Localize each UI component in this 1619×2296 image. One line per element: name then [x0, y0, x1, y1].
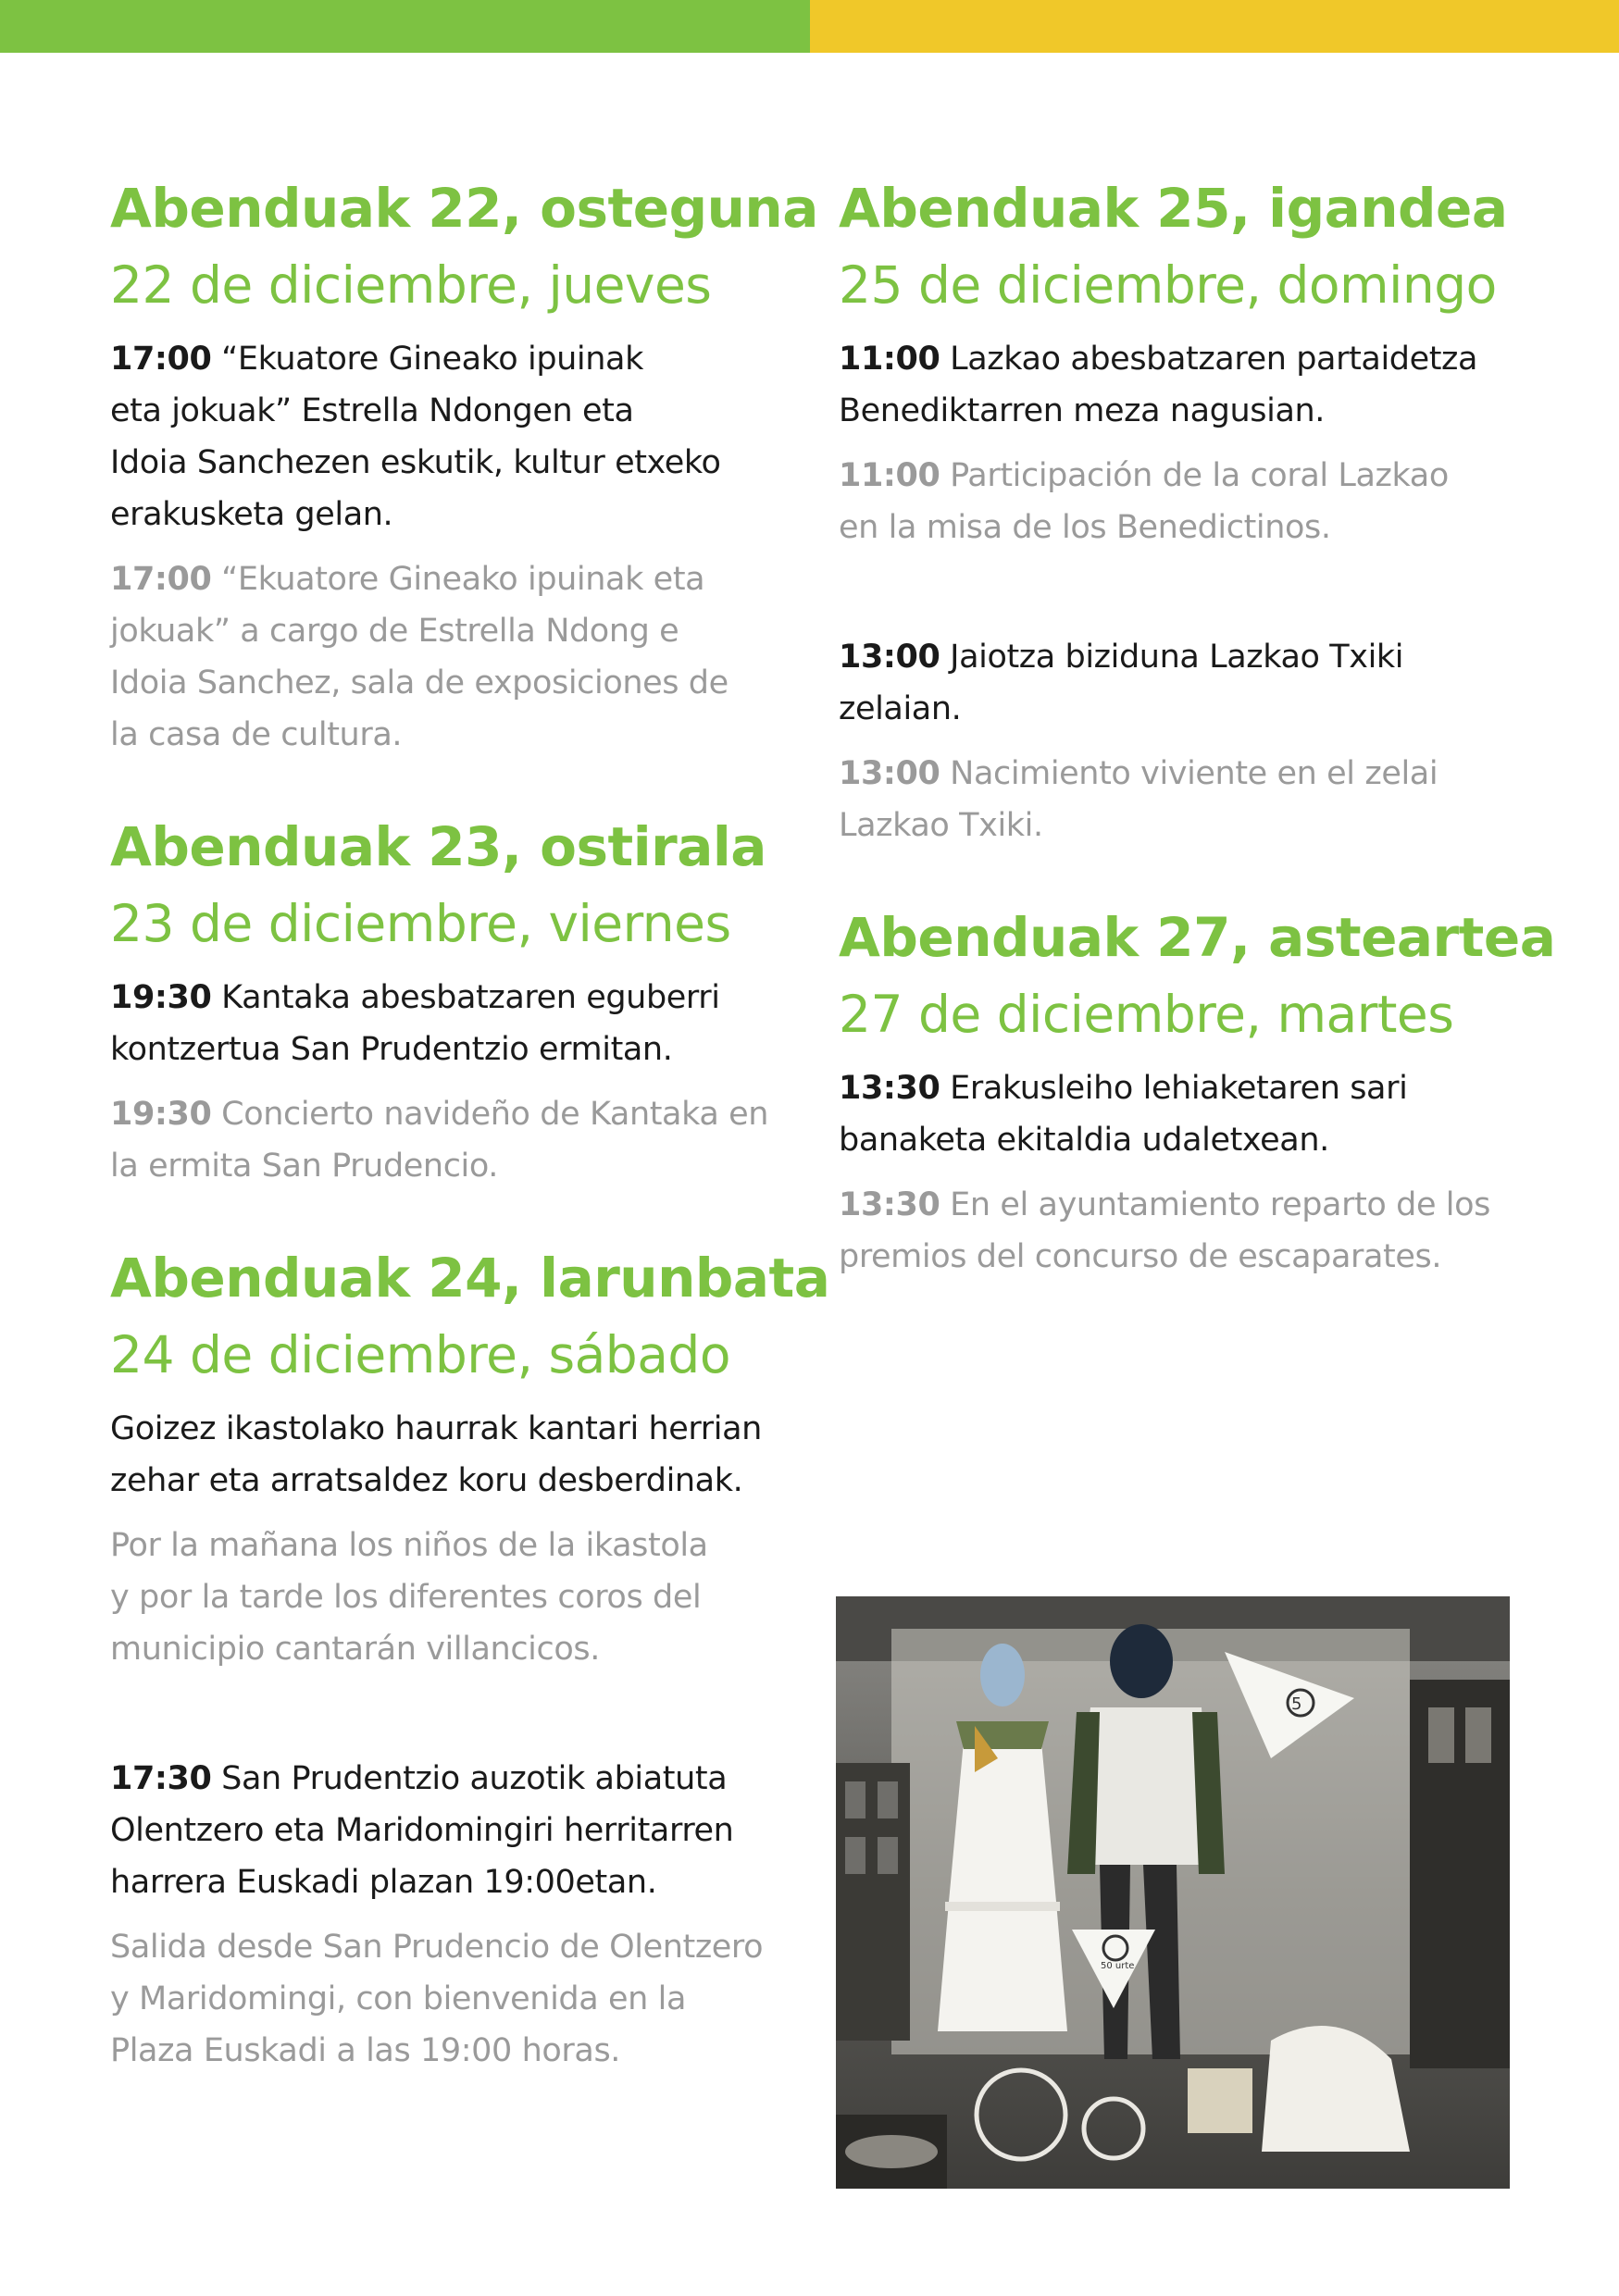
- event-es: [110, 1520, 814, 1675]
- event-line: la ermita San Prudencio.: [110, 1148, 498, 1185]
- day-title-eu: Abenduak 25, igandea: [839, 177, 1508, 240]
- left-column: [110, 176, 830, 2130]
- event-text: Erakusleiho lehiaketaren sari: [950, 1070, 1408, 1107]
- event-es: [110, 1088, 814, 1192]
- event-line: municipio cantarán villancicos.: [110, 1631, 600, 1668]
- event-time: 17:30: [110, 1760, 212, 1797]
- event-es: [110, 553, 814, 761]
- event-line: Idoia Sanchez, sala de exposiciones de: [110, 664, 729, 701]
- event-text: Kantaka abesbatzaren eguberri: [221, 979, 720, 1016]
- logo-mark-top: 5: [1291, 1694, 1302, 1714]
- event-time: 13:00: [839, 755, 940, 792]
- event-line: [839, 748, 1524, 800]
- day-27: [839, 905, 1556, 1283]
- event-line: [839, 450, 1524, 502]
- event-line: Goizez ikastolako haurrak kantari herrian: [110, 1410, 762, 1447]
- event-line: [839, 1062, 1524, 1114]
- event-line: Por la mañana los niños de la ikastola: [110, 1527, 708, 1564]
- day-title-eu: Abenduak 22, osteguna: [110, 177, 818, 240]
- day-title-eu: Abenduak 23, ostirala: [110, 815, 766, 878]
- event-es: [839, 1179, 1524, 1283]
- event-time: 13:00: [839, 639, 940, 676]
- event-time: 13:30: [839, 1186, 940, 1223]
- day-title-es: 27 de diciembre, martes: [839, 985, 1454, 1044]
- event-line: banaketa ekitaldia udaletxean.: [839, 1122, 1329, 1159]
- shop-window-photo: [836, 1596, 1510, 2189]
- event-text: Concierto navideño de Kantaka en: [221, 1096, 769, 1133]
- event-line: zehar eta arratsaldez koru desberdinak.: [110, 1462, 743, 1499]
- event-line: [839, 631, 1524, 683]
- event-time: 11:00: [839, 457, 940, 494]
- event-line: [110, 333, 814, 385]
- event-line: la casa de cultura.: [110, 716, 403, 753]
- event-time: 19:30: [110, 979, 212, 1016]
- event-text: Jaiotza biziduna Lazkao Txiki: [950, 639, 1404, 676]
- event-line: harrera Euskadi plazan 19:00etan.: [110, 1864, 657, 1901]
- day-title-es: 25 de diciembre, domingo: [839, 255, 1497, 315]
- event-eu: [839, 1062, 1524, 1166]
- event-es: [839, 748, 1524, 851]
- spacer: [839, 566, 1524, 631]
- event-line: [110, 972, 814, 1024]
- event-text: “Ekuatore Gineako ipuinak eta: [221, 561, 705, 598]
- event-line: jokuak” a cargo de Estrella Ndong e: [110, 613, 679, 650]
- event-time: 11:00: [839, 341, 940, 378]
- day-23: [110, 814, 814, 1192]
- day-title-eu: Abenduak 24, larunbata: [110, 1247, 830, 1309]
- logo-mark-text: 50 urte: [1101, 1961, 1135, 1971]
- event-text: San Prudentzio auzotik abiatuta: [221, 1760, 728, 1797]
- event-line: [110, 1088, 814, 1140]
- event-es: [839, 450, 1524, 553]
- event-line: erakusketa gelan.: [110, 496, 393, 533]
- event-line: en la misa de los Benedictinos.: [839, 509, 1331, 546]
- event-line: premios del concurso de escaparates.: [839, 1238, 1442, 1275]
- day-title-eu: Abenduak 27, asteartea: [839, 906, 1556, 969]
- day-25: [839, 176, 1524, 851]
- event-eu: [839, 333, 1524, 437]
- event-text: Nacimiento viviente en el zelai: [950, 755, 1438, 792]
- event-line: Idoia Sanchezen eskutik, kultur etxeko: [110, 444, 721, 481]
- event-line: Olentzero eta Maridomingiri herritarren: [110, 1812, 734, 1849]
- event-time: 13:30: [839, 1070, 940, 1107]
- event-time: 17:00: [110, 341, 212, 378]
- event-line: [839, 333, 1524, 385]
- spacer: [110, 1688, 814, 1753]
- event-line: Plaza Euskadi a las 19:00 horas.: [110, 2032, 621, 2069]
- day-title-es: 22 de diciembre, jueves: [110, 255, 712, 315]
- day-title-es: 24 de diciembre, sábado: [110, 1325, 730, 1384]
- top-bar-yellow: [810, 0, 1619, 53]
- event-line: Benediktarren meza nagusian.: [839, 392, 1325, 429]
- event-eu: [110, 972, 814, 1075]
- event-text: Lazkao abesbatzaren partaidetza: [950, 341, 1478, 378]
- event-text: En el ayuntamiento reparto de los: [950, 1186, 1490, 1223]
- event-text: Participación de la coral Lazkao: [950, 457, 1449, 494]
- event-line: y por la tarde los diferentes coros del: [110, 1579, 702, 1616]
- event-line: y Maridomingi, con bienvenida en la: [110, 1980, 686, 2017]
- event-time: 19:30: [110, 1096, 212, 1133]
- top-bar-green: [0, 0, 810, 53]
- day-24: [110, 1246, 830, 2077]
- event-es: [110, 1921, 814, 2077]
- event-line: zelaian.: [839, 690, 962, 727]
- event-line: kontzertua San Prudentzio ermitan.: [110, 1031, 673, 1068]
- right-column: [839, 176, 1556, 1336]
- event-text: “Ekuatore Gineako ipuinak: [221, 341, 643, 378]
- event-line: Salida desde San Prudencio de Olentzero: [110, 1929, 764, 1966]
- event-eu: [110, 333, 814, 540]
- event-line: [110, 553, 814, 605]
- day-title-es: 23 de diciembre, viernes: [110, 894, 731, 953]
- event-eu: [839, 631, 1524, 735]
- event-line: [110, 1753, 814, 1805]
- event-eu: [110, 1753, 814, 1908]
- shop-window-illustration: [836, 1596, 1510, 2189]
- event-line: eta jokuak” Estrella Ndongen eta: [110, 392, 634, 429]
- event-line: Lazkao Txiki.: [839, 807, 1043, 844]
- event-line: [839, 1179, 1524, 1231]
- day-22: [110, 176, 818, 761]
- event-time: 17:00: [110, 561, 212, 598]
- event-eu: [110, 1403, 814, 1507]
